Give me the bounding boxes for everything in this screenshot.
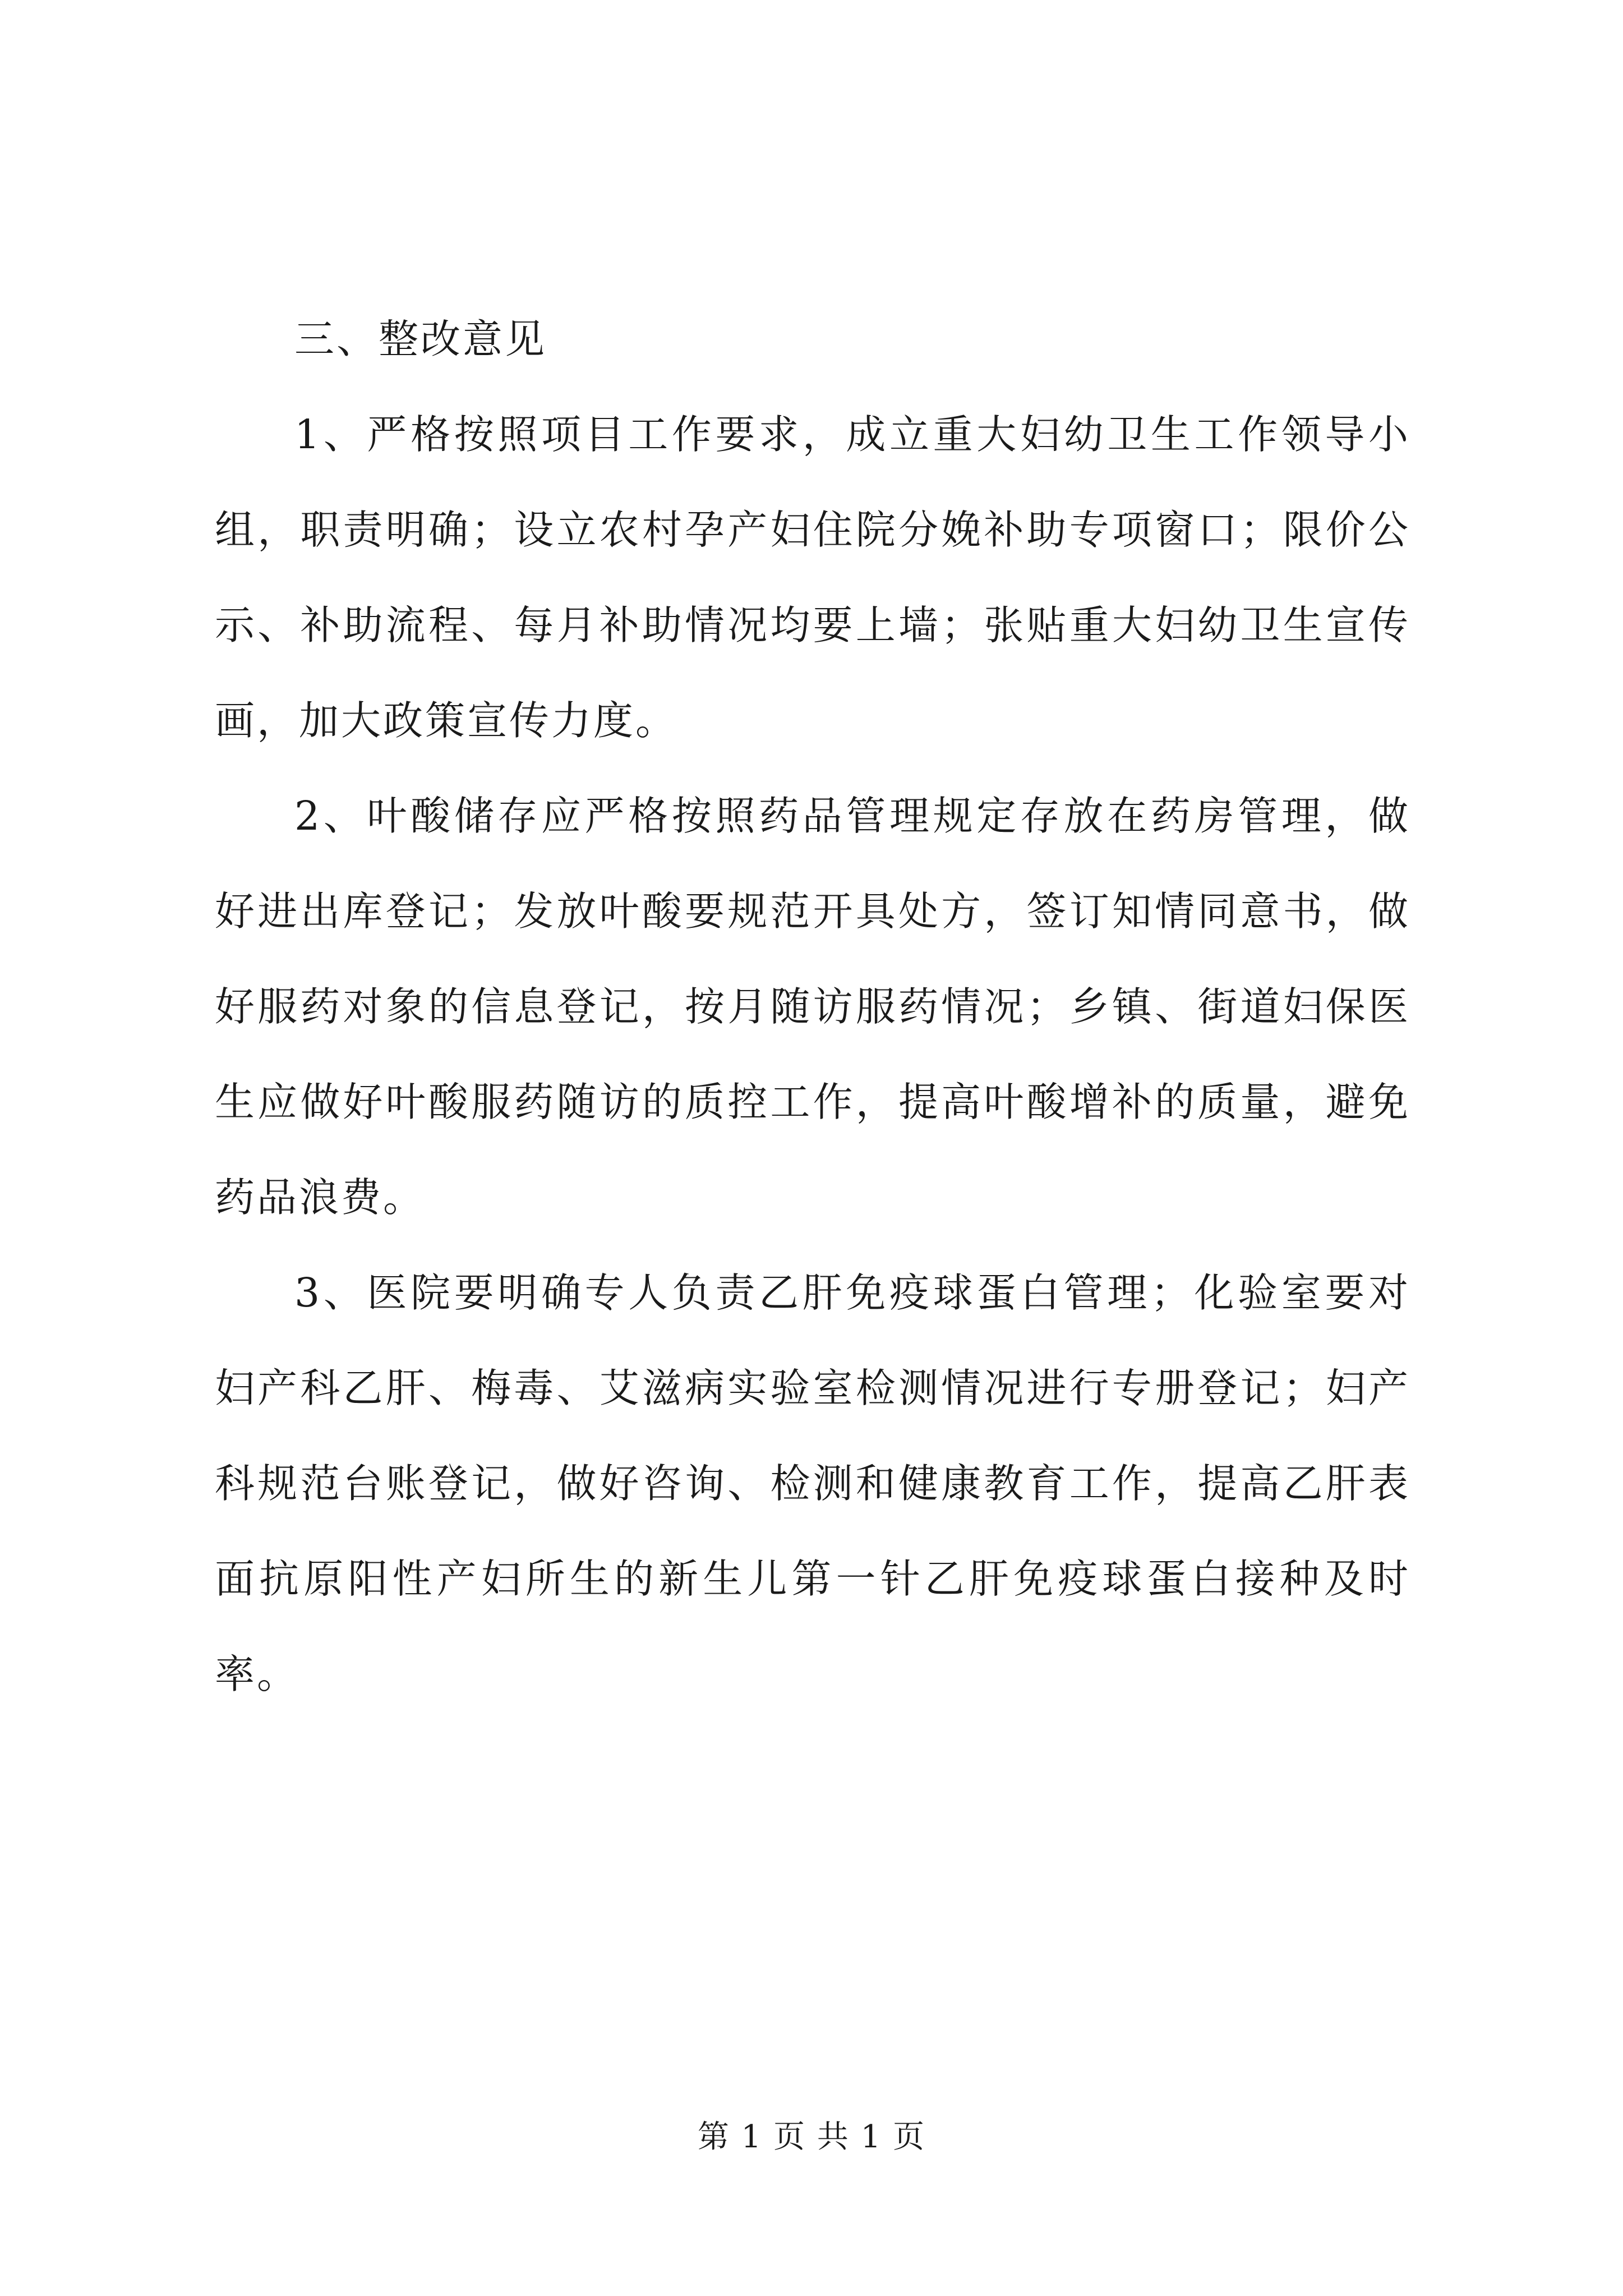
paragraph-3: 3、医院要明确专人负责乙肝免疫球蛋白管理；化验室要对妇产科乙肝、梅毒、艾滋病实验室检测情况进行专册登记；妇产科规范台账登记，做好咨询、检测和健康教育工作，提高乙肝表面抗原阳性产妇所生的新生儿第一针乙肝免疫球蛋白接种及时率。: [215, 1269, 1410, 1697]
page-footer: 第 1 页 共 1 页: [697, 2119, 926, 2155]
paragraph-1: 1、严格按照项目工作要求，成立重大妇幼卫生工作领导小组，职责明确；设立农村孕产妇住院分娩补助专项窗口；限价公示、补助流程、每月补助情况均要上墙；张贴重大妇幼卫生宣传画，加大政策宣传力度。: [215, 411, 1410, 744]
section-heading: 三、整改意见: [294, 316, 547, 362]
document-body: [215, 292, 1410, 1722]
paragraph-2: 2、叶酸储存应严格按照药品管理规定存放在药房管理，做好进出库登记；发放叶酸要规范开具处方，签订知情同意书，做好服药对象的信息登记，按月随访服药情况；乡镇、街道妇保医生应做好叶酸服药随访的质控工作，提高叶酸增补的质量，避免药品浪费。: [215, 793, 1410, 1221]
